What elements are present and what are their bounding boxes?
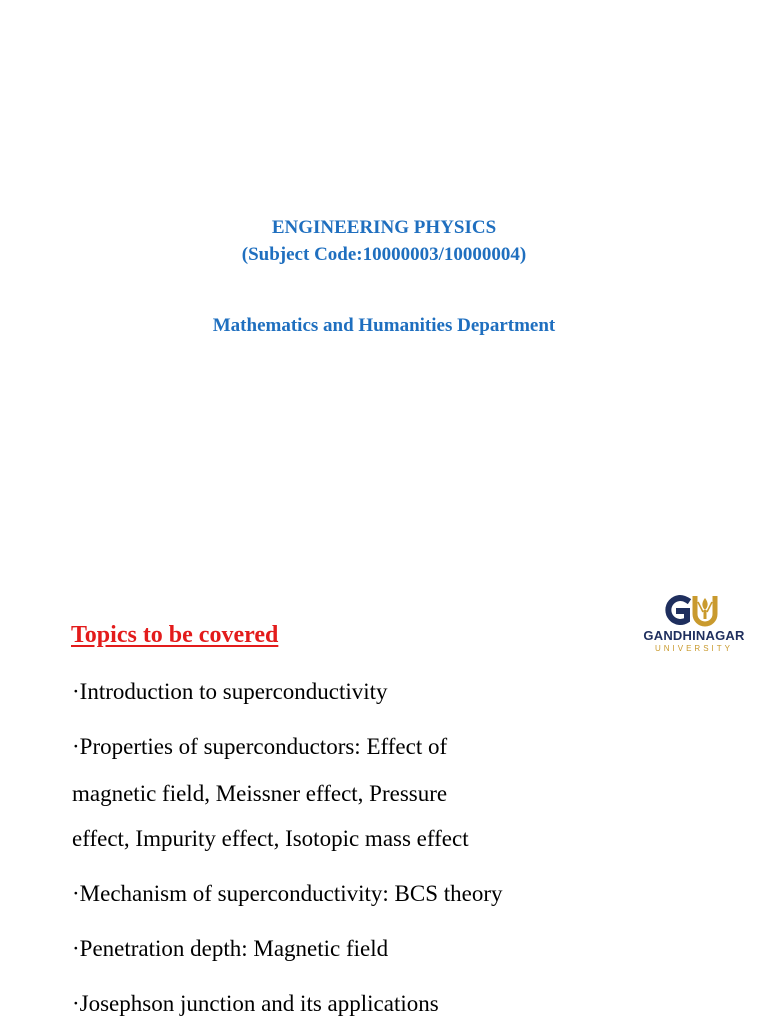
department-name: Mathematics and Humanities Department xyxy=(212,315,556,336)
topic-line: ·Penetration depth: Magnetic field xyxy=(72,936,389,961)
subject-code: (Subject Code:10000003/10000004) xyxy=(241,244,527,265)
topics-heading: Topics to be covered xyxy=(71,622,279,648)
topic-line: magnetic field, Meissner effect, Pressure xyxy=(72,781,448,806)
logo-university-name: GANDHINAGAR xyxy=(643,628,745,643)
topic-line: effect, Impurity effect, Isotopic mass effect xyxy=(72,826,469,851)
university-logo xyxy=(632,592,756,656)
logo-university-subtitle: UNIVERSITY xyxy=(654,644,733,653)
document-title: ENGINEERING PHYSICS xyxy=(271,217,497,238)
gu-logo-icon xyxy=(665,592,725,628)
topic-line: ·Introduction to superconductivity xyxy=(72,679,388,704)
topic-line: ·Properties of superconductors: Effect of xyxy=(72,734,448,759)
topic-line: ·Mechanism of superconductivity: BCS theory xyxy=(72,881,503,906)
topic-line: ·Josephson junction and its applications xyxy=(72,991,439,1016)
